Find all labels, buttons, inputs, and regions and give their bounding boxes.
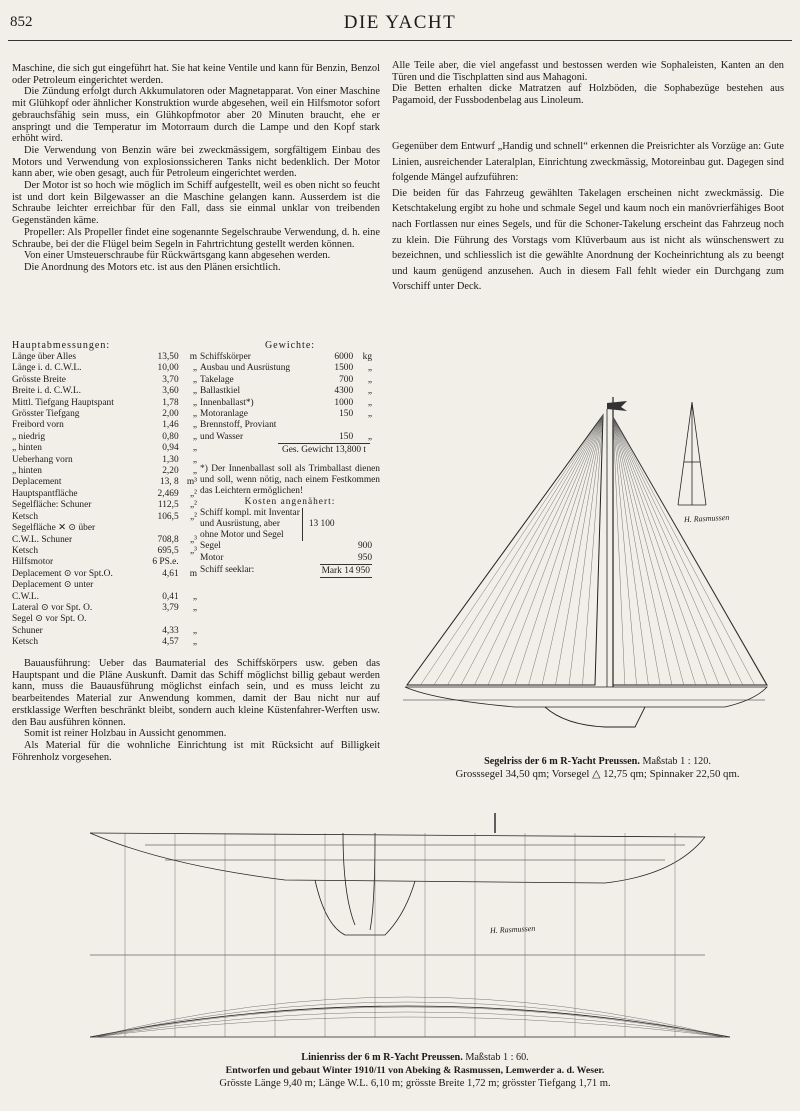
table-cell: „ [192, 637, 197, 648]
table-cell: 708,8 [157, 534, 179, 545]
table-row [12, 535, 197, 546]
table-cell: 4,57 [162, 637, 179, 648]
paragraph: Der Motor ist so hoch wie möglich im Schiff aufgestellt, weil es oben nicht so feucht ist und dort kein Bilgewasser an die Maschine gelangen kann. Ausserdem ist die Schraube leichter erreichbar für den Fall, dass sie einmal unklar von treibenden Gegenständen käme. [12, 180, 380, 227]
costs-bracket [200, 508, 380, 541]
table-row [200, 541, 372, 552]
weights-table [200, 352, 372, 443]
signature: H. Rasmussen [683, 512, 730, 525]
table-cell: „ [367, 386, 372, 397]
paragraph: Von einer Umsteuerschraube für Rückwärtsgang kann abgesehen werden. [24, 250, 331, 262]
table-cell: 900 [357, 541, 372, 552]
paragraph: Somit ist reiner Holzbau in Aussicht genommen. [24, 728, 227, 740]
lines-plan-drawing [85, 805, 740, 1045]
table-cell: 13,50 [157, 352, 179, 362]
table-cell [327, 420, 353, 431]
table-cell: Freibord vorn [12, 420, 64, 431]
table-cell: m [189, 352, 197, 362]
footnote: *) Der Innenballast soll als Trimballast dienen und soll, wenn nötig, nach einem Festkommen das Leichtern ermöglichen! [200, 464, 380, 497]
paragraph: Maschine, die sich gut eingeführt hat. Sie hat keine Ventile und kann für Benzin, Benzol oder Petroleum eingerichtet werden. [12, 63, 380, 86]
table-row [12, 398, 197, 409]
table-row [12, 637, 197, 648]
table-row [12, 352, 197, 363]
table-cell: 0,41 [162, 591, 179, 602]
table-row [200, 409, 372, 420]
table-cell: 6000 [334, 352, 354, 362]
header-rule [8, 40, 792, 41]
table-cell [144, 614, 178, 625]
table-row [12, 432, 197, 443]
table-cell: 10,00 [157, 363, 179, 374]
weights-total: Ges. Gewicht 13,800 t [278, 443, 370, 456]
table-cell: m [189, 568, 197, 579]
sail-plan-caption [395, 755, 800, 781]
table-cell: „ [367, 397, 372, 408]
table-cell: „ [192, 602, 197, 613]
costs-table [200, 541, 372, 564]
table-cell: Segelfläche: Schuner [12, 500, 92, 511]
table-cell: „ [192, 420, 197, 431]
table-cell: Ketsch [12, 545, 39, 556]
table-row [200, 432, 372, 443]
table-cell: Grösste Breite [12, 374, 66, 385]
table-cell: kg [362, 352, 372, 362]
table-cell: 106,5 [157, 511, 179, 522]
table-cell: Grösster Tiefgang [12, 409, 80, 420]
table-cell: 150 [339, 409, 354, 420]
sail-caption-title: Segelriss der 6 m R-Yacht Preussen. [484, 756, 640, 767]
table-cell: 0,80 [162, 431, 179, 442]
costs-bracket-value: 13 100 [308, 519, 335, 530]
left-body-text [12, 63, 380, 274]
table-cell [144, 523, 178, 534]
lines-caption-line2: Entworfen und gebaut Winter 1910/11 von Abeking & Rasmussen, Lemwerder a. d. Weser. [225, 1065, 605, 1076]
table-cell: „ [192, 443, 197, 454]
paragraph: Als Material für die wohnliche Einrichtung ist mit Rücksicht auf Billigkeit Föhrenholz vorgesehen. [12, 739, 380, 763]
table-row [12, 363, 197, 374]
table-cell: „ [192, 386, 197, 397]
sail-caption-line2: Grosssegel 34,50 qm; Vorsegel △ 12,75 qm; Spinnaker 22,50 qm. [455, 768, 740, 780]
table-cell: 0,94 [162, 443, 179, 454]
costs-line: ohne Motor und Segel [200, 530, 284, 541]
signature: H. Rasmussen [489, 923, 536, 936]
sail-seam-lines [421, 415, 767, 685]
table-cell: „³ [190, 545, 197, 556]
costs-total-label: Schiff seeklar: [200, 565, 255, 576]
table-cell: 1,78 [162, 397, 179, 408]
lines-caption-title: Linienriss der 6 m R-Yacht Preussen. [301, 1052, 463, 1063]
table-cell: 950 [357, 552, 372, 563]
sail-caption-scale: Maßstab 1 : 120. [642, 756, 711, 767]
table-cell: 112,5 [157, 500, 179, 511]
table-cell: 700 [339, 374, 354, 385]
table-cell: Mittl. Tiefgang Hauptspant [12, 397, 114, 408]
table-cell: „ [192, 374, 197, 385]
table-row [12, 500, 197, 511]
table-cell: 6 PS.e. [152, 557, 179, 568]
weights-block [200, 340, 380, 578]
paragraph: Die Verwendung von Benzin wäre bei zweckmässigem, sorgfältigem Einbau des Motors und Verwendung von explosionssicheren Tanks nicht bedenklich. Der Motor kann aber, wie oben gesagt, auch für Petroleum eingerichtet werden. [12, 144, 380, 180]
table-cell: und Wasser [200, 431, 244, 442]
table-cell: „ [192, 466, 197, 477]
table-cell: „ [192, 397, 197, 408]
table-cell: „ [192, 409, 197, 420]
table-cell: Ueberhang vorn [12, 454, 73, 465]
table-cell: „ [367, 363, 372, 374]
table-cell: Schiffskörper [200, 352, 251, 362]
sail-caption-line1 [395, 755, 800, 768]
table-cell: Länge über Alles [12, 352, 77, 362]
table-row [12, 523, 197, 534]
paragraph: Die Anordnung des Motors etc. ist aus den Plänen ersichtlich. [24, 261, 281, 273]
lines-plan-caption [90, 1051, 740, 1090]
table-row [12, 466, 197, 477]
table-cell: Segel [200, 541, 221, 552]
table-cell: Schuner [12, 625, 43, 636]
table-cell: 2,00 [162, 409, 179, 420]
table-row [200, 352, 372, 363]
table-cell [179, 523, 197, 534]
table-row [12, 557, 197, 568]
table-cell: 3,70 [162, 374, 179, 385]
table-cell: 1,30 [162, 454, 179, 465]
table-cell: Deplacement ⊙ vor Spt.O. [12, 568, 113, 579]
paragraph: Die Zündung erfolgt durch Akkumulatoren oder Magnetapparat. Von einer Maschine mit Glühkopf oder ähnlicher Konstruktion wurde abgesehen, weil ein Hilfsmotor sofort gebrauchsfähig sein muss, ein Glühkopfmotor aber 20 Minuten braucht, ehe er anspringt und die Temperatur im Motorraum durch die Lampe und den Kopf stark erhöht wird. [12, 86, 380, 145]
mast-detail-drawing [672, 400, 712, 510]
table-cell: „² [190, 511, 197, 522]
dimensions-block [12, 340, 197, 649]
table-cell: C.W.L. [12, 591, 39, 602]
table-cell: „ niedrig [12, 431, 46, 442]
table-cell: „² [190, 500, 197, 511]
table-row [200, 398, 372, 409]
pennant-icon [607, 401, 627, 411]
table-cell [179, 614, 197, 625]
table-cell: Lateral ⊙ vor Spt. O. [12, 602, 93, 613]
costs-line: Schiff kompl. mit Inventar [200, 508, 300, 519]
table-cell: 2,469 [157, 488, 179, 499]
table-cell: 4300 [334, 386, 354, 397]
table-row [12, 443, 197, 454]
table-cell: 1000 [334, 397, 354, 408]
table-cell: 3,60 [162, 386, 179, 397]
lines-caption-line1 [90, 1051, 740, 1064]
bauausfuehrung-text [12, 658, 380, 763]
table-row [12, 409, 197, 420]
table-cell: Segel ⊙ vor Spt. O. [12, 614, 87, 625]
table-cell: 1500 [334, 363, 354, 374]
table-cell: Ketsch [12, 637, 39, 648]
table-row [12, 375, 197, 386]
table-cell: Motor [200, 552, 224, 563]
table-cell: „ hinten [12, 443, 42, 454]
dimensions-table [12, 352, 197, 649]
table-cell: m³ [186, 477, 197, 488]
table-cell: „³ [190, 534, 197, 545]
table-cell: „² [190, 488, 197, 499]
lines-caption-line3: Grösste Länge 9,40 m; Länge W.L. 6,10 m; grösste Breite 1,72 m; grösster Tiefgang 1,71 m. [219, 1078, 611, 1089]
table-cell [353, 420, 372, 431]
table-cell: Brennstoff, Proviant [200, 420, 277, 431]
table-row [12, 489, 197, 500]
dimensions-heading: Hauptabmessungen: [12, 340, 111, 351]
table-cell: „ [367, 431, 372, 442]
table-cell: Breite i. d. C.W.L. [12, 386, 81, 397]
table-cell: Motoranlage [200, 409, 248, 420]
table-cell: „ [192, 454, 197, 465]
table-row [12, 386, 197, 397]
table-cell: Ausbau und Ausrüstung [200, 363, 291, 374]
table-row [12, 569, 197, 580]
table-row [12, 477, 197, 488]
table-cell: Ballastkiel [200, 386, 241, 397]
table-cell: „ [192, 625, 197, 636]
table-row [12, 626, 197, 637]
paragraph: Bauausführung: Ueber das Baumaterial des Schiffskörpers usw. geben das Hauptspant und die Pläne Auskunft. Damit das Schiff möglichst billig gebaut werden kann, muss die Bauausführung möglichst einfach sein, und es muss leicht zu bearbeitendes Material zur Anwendung kommen, damit der Bau nicht nur auf erstklassige Werften beschränkt bleibt, sondern auch kleine Küstenfahrer-Werften usw. den Bau ausführen können. [12, 658, 380, 728]
table-cell: „ [192, 363, 197, 374]
table-cell: „ hinten [12, 466, 42, 477]
paragraph: Propeller: Als Propeller findet eine sogenannte Segelschraube Verwendung, d. h. eine Schraube, bei der die Flügel beim Segeln in Fahrtrichtung gestellt werden können. [12, 226, 380, 250]
table-cell: „ [192, 591, 197, 602]
table-row [200, 420, 372, 431]
table-cell: Takelage [200, 374, 234, 385]
table-cell: 1,46 [162, 420, 179, 431]
table-row [12, 512, 197, 523]
costs-heading: Kosten angenähert: [244, 497, 336, 508]
table-cell [179, 580, 197, 591]
table-cell: Hilfsmotor [12, 557, 54, 568]
table-row [12, 455, 197, 466]
paragraph: Die beiden für das Fahrzeug gewählten Takelagen erscheinen nicht zweckmässig. Die Ketschtakelung ergibt zu hohe und schmale Segel und kaum noch ein manövrierfähiges Boot nach Fortlassen nur eines Segels, und für die Schoner-Takelung erscheint das Fahrzeug noch zu klein. Die Führung des Vorstags vom Klüverbaum aus ist nicht als wünschenswert zu bezeichnen, und schliesslich ist die gewählte Anordnung der Kocheinrichtung als zu beengt und kaum genügend anzusehen. Auch in diesem Fall fehlt wieder ein Durchgang zum Vorschiff unter Deck. [392, 187, 784, 293]
paragraph: Alle Teile aber, die viel angefasst und bestossen werden wie Sophaleisten, Kanten an den Türen und die Tischplatten sind aus Mahagoni. [392, 60, 784, 83]
table-row [200, 386, 372, 397]
table-row [12, 546, 197, 557]
table-cell: Deplacement ⊙ unter [12, 580, 94, 591]
paragraph: Die Betten erhalten dicke Matratzen auf Holzböden, die Sophabezüge bestehen aus Pagamoid, der Fussbodenbelag aus Linoleum. [392, 83, 784, 107]
journal-title: DIE YACHT [343, 12, 457, 33]
table-cell: 150 [339, 431, 354, 442]
table-cell: „ [367, 409, 372, 420]
weights-heading: Gewichte: [264, 340, 316, 351]
table-cell: Länge i. d. C.W.L. [12, 363, 82, 374]
table-cell: Deplacement [12, 477, 62, 488]
costs-total: Mark 14 950 [321, 566, 370, 577]
table-cell: 2,20 [162, 466, 179, 477]
costs-total-row [200, 564, 372, 578]
page-number: 852 [10, 14, 33, 30]
table-cell: 13, 8 [159, 477, 179, 488]
table-cell: C.W.L. Schuner [12, 534, 73, 545]
table-cell: Innenballast*) [200, 397, 254, 408]
table-cell: Hauptspantfläche [12, 488, 78, 499]
table-cell: Ketsch [12, 511, 39, 522]
table-row [12, 580, 197, 591]
table-cell: 4,61 [162, 568, 179, 579]
table-cell: „ [192, 431, 197, 442]
table-row [200, 553, 372, 564]
table-cell [144, 580, 178, 591]
right-top-text [392, 60, 784, 107]
table-cell: Segelfläche ✕ ⊙ über [12, 523, 96, 534]
table-row [200, 363, 372, 374]
table-row [12, 592, 197, 603]
sail-plan-drawing [395, 395, 800, 740]
table-cell: 695,5 [157, 545, 179, 556]
table-row [12, 420, 197, 431]
costs-line: und Ausrüstung, aber [200, 519, 280, 530]
table-cell: „ [367, 374, 372, 385]
lines-caption-scale: Maßstab 1 : 60. [465, 1052, 529, 1063]
table-cell: 4,33 [162, 625, 179, 636]
table-row [200, 375, 372, 386]
table-row [12, 614, 197, 625]
table-cell [179, 557, 197, 568]
table-row [12, 603, 197, 614]
paragraph: Gegenüber dem Entwurf „Handig und schnell“ erkennen die Preisrichter als Vorzüge an: Gute Linien, ausreichender Lateralplan, Einrichtung zweckmässig, Motoreinbau gut. Dagegen sind folgende Mängel aufzuführen: [392, 141, 784, 184]
table-cell: 3,79 [162, 602, 179, 613]
jury-text [392, 139, 784, 295]
